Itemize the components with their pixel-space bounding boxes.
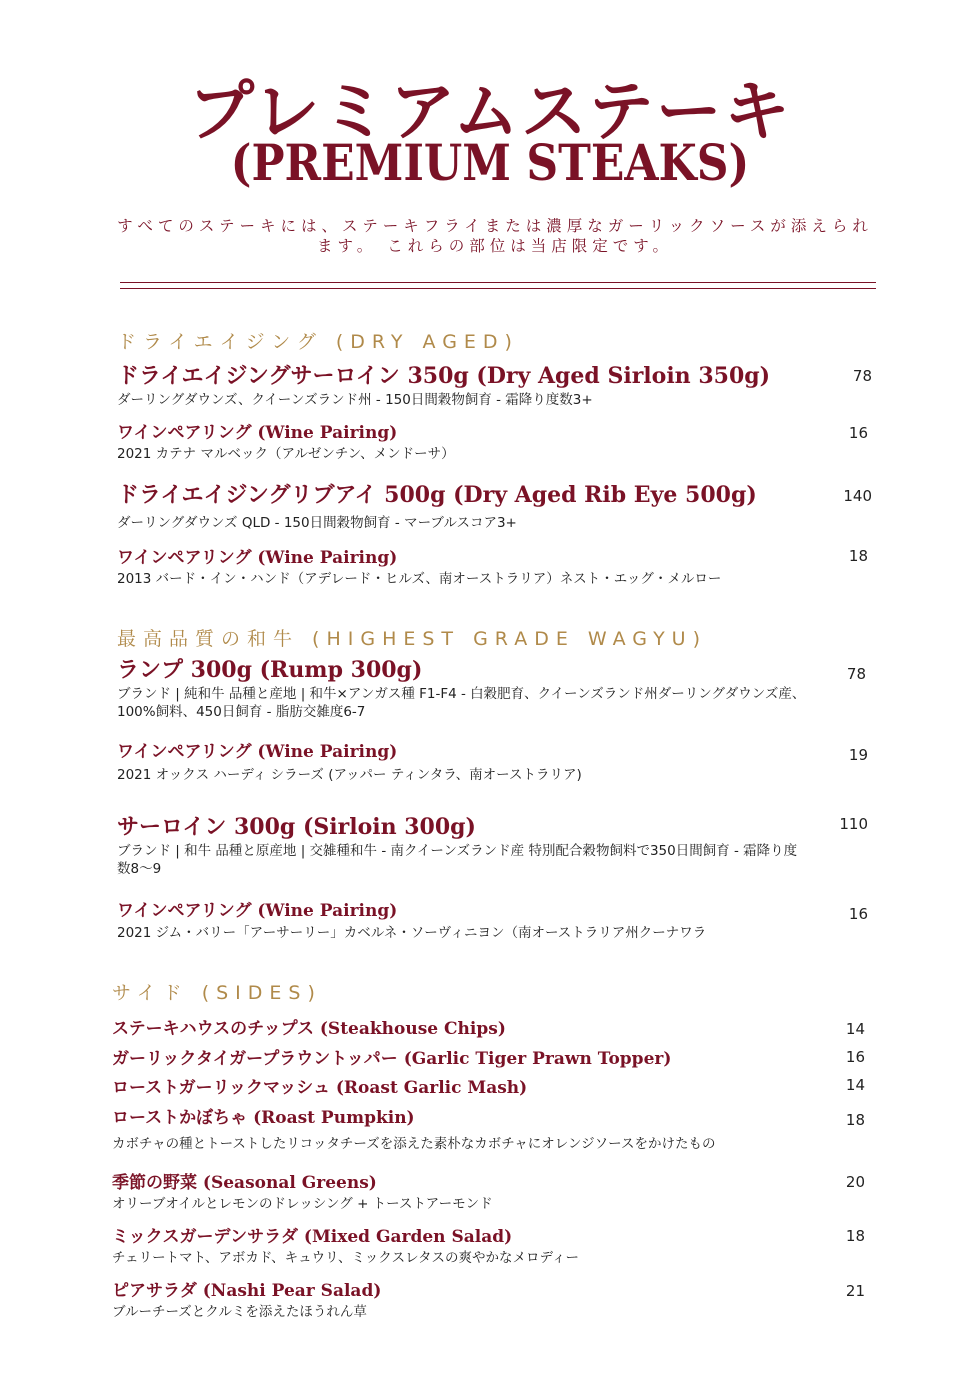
menu-item-rump: [117, 656, 837, 721]
item-name: ワインペアリング (Wine Pairing): [117, 901, 398, 921]
menu-item-dry-aged-sirloin: [117, 362, 837, 409]
menu-item-nashi-pear-salad: [112, 1280, 832, 1321]
section-sides: サイド (SIDES): [112, 982, 322, 1004]
menu-item-garlic-prawn-topper: [112, 1048, 832, 1070]
menu-item-wine-pairing: [117, 422, 837, 463]
item-desc: ダーリングダウンズ、クイーンズランド州 - 150日間穀物飼育 - 霜降り度数3+: [117, 392, 593, 408]
menu-item-wine-pairing: [117, 900, 837, 942]
menu-item-mixed-garden-salad: [112, 1226, 832, 1267]
menu-item-roast-garlic-mash: [112, 1077, 832, 1099]
item-price: 78: [852, 367, 872, 385]
item-desc: ブルーチーズとクルミを添えたほうれん草: [112, 1304, 367, 1320]
menu-item-sirloin: [117, 813, 837, 878]
item-price: 16: [848, 424, 868, 442]
item-desc: カボチャの種とトーストしたリコッタチーズを添えた素朴なカボチャにオレンジソースをかけたもの: [112, 1136, 716, 1152]
menu-item-dry-aged-rib-eye: [117, 481, 837, 532]
item-price: 110: [839, 815, 868, 833]
item-price: 18: [848, 547, 868, 565]
page-title: プレミアムステーキ: [188, 72, 792, 150]
menu-item-steakhouse-chips: [112, 1018, 832, 1040]
section-wagyu: 最高品質の和牛 (HIGHEST GRADE WAGYU): [117, 628, 708, 650]
menu-item-roast-pumpkin: [112, 1107, 832, 1153]
page-subtitle: (PREMIUM STEAKS): [230, 133, 750, 192]
item-price: 16: [848, 905, 868, 923]
item-name: ローストガーリックマッシュ (Roast Garlic Mash): [112, 1078, 528, 1098]
item-name: ワインペアリング (Wine Pairing): [117, 742, 398, 762]
divider-bottom: [120, 288, 876, 289]
menu-item-wine-pairing: [117, 741, 837, 784]
item-price: 18: [845, 1111, 865, 1129]
item-name: ステーキハウスのチップス (Steakhouse Chips): [112, 1019, 506, 1039]
item-name: ワインペアリング (Wine Pairing): [117, 423, 398, 443]
item-name: ピアサラダ (Nashi Pear Salad): [112, 1281, 382, 1301]
menu-item-wine-pairing: [117, 547, 837, 588]
item-price: 20: [845, 1173, 865, 1191]
item-desc: オリーブオイルとレモンのドレッシング + トーストアーモンド: [112, 1196, 493, 1212]
intro-text: すべてのステーキには、ステーキフライまたは濃厚なガーリックソースが添えられます。 これらの部位は当店限定です。: [117, 217, 873, 255]
item-desc: 2021 オックス ハーディ シラーズ (アッパー ティンタラ、南オーストラリア): [117, 767, 582, 783]
item-desc: ブランド | 純和牛 品種と産地 | 和牛×アンガス種 F1-F4 - 白穀肥育、クイーンズランド州ダーリングダウンズ産、100%飼料、450日飼育 - 脂肪交雑度6-7: [117, 686, 806, 720]
item-desc: ブランド | 和牛 品種と原産地 | 交雑種和牛 - 南クイーンズランド産 特別配合穀物飼料で350日間飼育 - 霜降り度数8〜9: [117, 843, 798, 877]
item-name: ローストかぼちゃ (Roast Pumpkin): [112, 1108, 415, 1128]
item-price: 21: [845, 1282, 865, 1300]
item-name: ランプ 300g (Rump 300g): [117, 657, 423, 683]
item-desc: 2021 ジム・バリー「アーサーリー」カベルネ・ソーヴィニヨン（南オーストラリア州クーナワラ: [117, 925, 707, 941]
item-name: サーロイン 300g (Sirloin 300g): [117, 814, 476, 840]
item-desc: 2013 バード・イン・ハンド（アデレード・ヒルズ、南オーストラリア）ネスト・エッグ・メルロー: [117, 571, 722, 587]
item-price: 78: [846, 665, 866, 683]
section-dry-aged: ドライエイジング (DRY AGED): [117, 331, 519, 353]
item-price: 19: [848, 746, 868, 764]
item-name: ドライエイジングサーロイン 350g (Dry Aged Sirloin 350g): [117, 363, 771, 389]
item-desc: ダーリングダウンズ QLD - 150日間穀物飼育 - マーブルスコア3+: [117, 515, 517, 531]
item-price: 14: [845, 1020, 865, 1038]
item-price: 14: [845, 1076, 865, 1094]
item-desc: チェリートマト、アボカド、キュウリ、ミックスレタスの爽やかなメロディー: [112, 1250, 579, 1266]
item-name: 季節の野菜 (Seasonal Greens): [112, 1173, 377, 1193]
item-price: 18: [845, 1227, 865, 1245]
divider-top: [120, 282, 876, 283]
item-name: ドライエイジングリブアイ 500g (Dry Aged Rib Eye 500g): [117, 482, 757, 508]
item-name: ワインペアリング (Wine Pairing): [117, 548, 398, 568]
item-price: 140: [843, 487, 872, 505]
item-name: ガーリックタイガープラウントッパー (Garlic Tiger Prawn Topper): [112, 1049, 672, 1069]
item-name: ミックスガーデンサラダ (Mixed Garden Salad): [112, 1227, 513, 1247]
item-desc: 2021 カテナ マルベック（アルゼンチン、メンドーサ）: [117, 446, 455, 462]
menu-item-seasonal-greens: [112, 1172, 832, 1213]
item-price: 16: [845, 1048, 865, 1066]
